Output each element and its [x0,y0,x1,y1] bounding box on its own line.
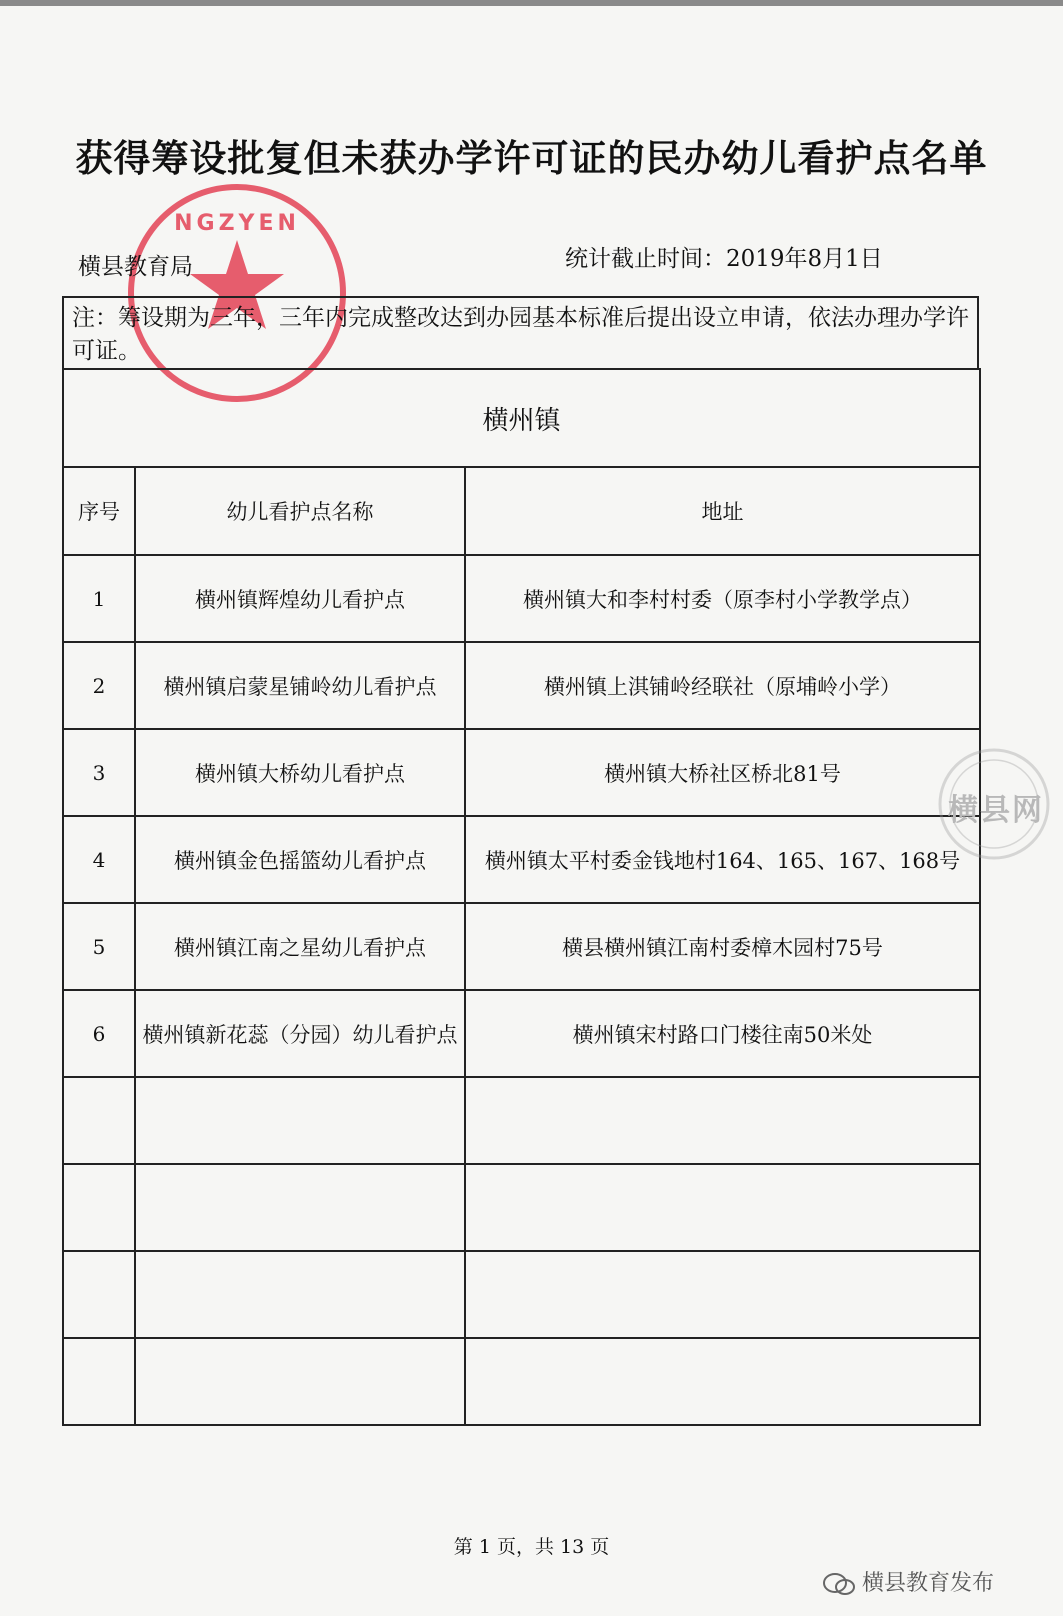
stat-date-label: 统计截止时间：2019年8月1日 [565,246,883,272]
row-seq: 4 [63,816,135,903]
row-address: 横州镇大桥社区桥北81号 [465,729,980,816]
note-text: 注：筹设期为三年，三年内完成整改达到办园基本标准后提出设立申请，依法办理办学许可证。 [62,296,979,368]
seal-text: NGZYEN [174,211,300,236]
header-row [63,467,980,555]
row-seq: 1 [63,555,135,642]
empty-row [63,1338,980,1425]
table-row [63,555,980,642]
empty-cell [135,1164,465,1251]
wechat-icon [822,1572,856,1596]
table-row [63,903,980,990]
row-seq: 3 [63,729,135,816]
empty-cell [63,1077,135,1164]
header-seq: 序号 [63,467,135,555]
empty-cell [465,1077,980,1164]
empty-cell [465,1338,980,1425]
page-footer: 第 1 页，共 13 页 [453,1536,610,1558]
row-seq: 2 [63,642,135,729]
watermark-logo-text: 横县网 [948,793,1044,828]
empty-row [63,1251,980,1338]
row-address: 横州镇宋村路口门楼往南50米处 [465,990,980,1077]
empty-cell [63,1338,135,1425]
row-name: 横州镇江南之星幼儿看护点 [135,903,465,990]
row-address: 横州镇上淇铺岭经联社（原埔岭小学） [465,642,980,729]
page-title: 获得筹设批复但未获办学许可证的民办幼儿看护点名单 [75,136,988,180]
row-name: 横州镇新花蕊（分园）幼儿看护点 [135,990,465,1077]
empty-cell [135,1338,465,1425]
header-address: 地址 [465,467,980,555]
table-row [63,729,980,816]
empty-cell [63,1251,135,1338]
row-seq: 5 [63,903,135,990]
empty-cell [63,1164,135,1251]
kindergarten-table [62,368,981,1426]
header-name: 幼儿看护点名称 [135,467,465,555]
table-row [63,642,980,729]
table-row [63,816,980,903]
row-address: 横县横州镇江南村委樟木园村75号 [465,903,980,990]
watermark-text: 横县教育发布 [862,1571,995,1596]
row-seq: 6 [63,990,135,1077]
town-row [63,369,980,467]
row-name: 横州镇辉煌幼儿看护点 [135,555,465,642]
row-address: 横州镇太平村委金钱地村164、165、167、168号 [465,816,980,903]
top-border [0,0,1063,6]
empty-cell [465,1251,980,1338]
row-name: 横州镇金色摇篮幼儿看护点 [135,816,465,903]
town-name: 横州镇 [63,369,980,467]
organization-label: 横县教育局 [78,254,193,280]
table-row [63,990,980,1077]
empty-row [63,1164,980,1251]
empty-cell [135,1077,465,1164]
empty-cell [465,1164,980,1251]
row-address: 横州镇大和李村村委（原李村小学教学点） [465,555,980,642]
row-name: 横州镇启蒙星铺岭幼儿看护点 [135,642,465,729]
empty-cell [135,1251,465,1338]
row-name: 横州镇大桥幼儿看护点 [135,729,465,816]
empty-row [63,1077,980,1164]
wechat-watermark [822,1566,994,1597]
